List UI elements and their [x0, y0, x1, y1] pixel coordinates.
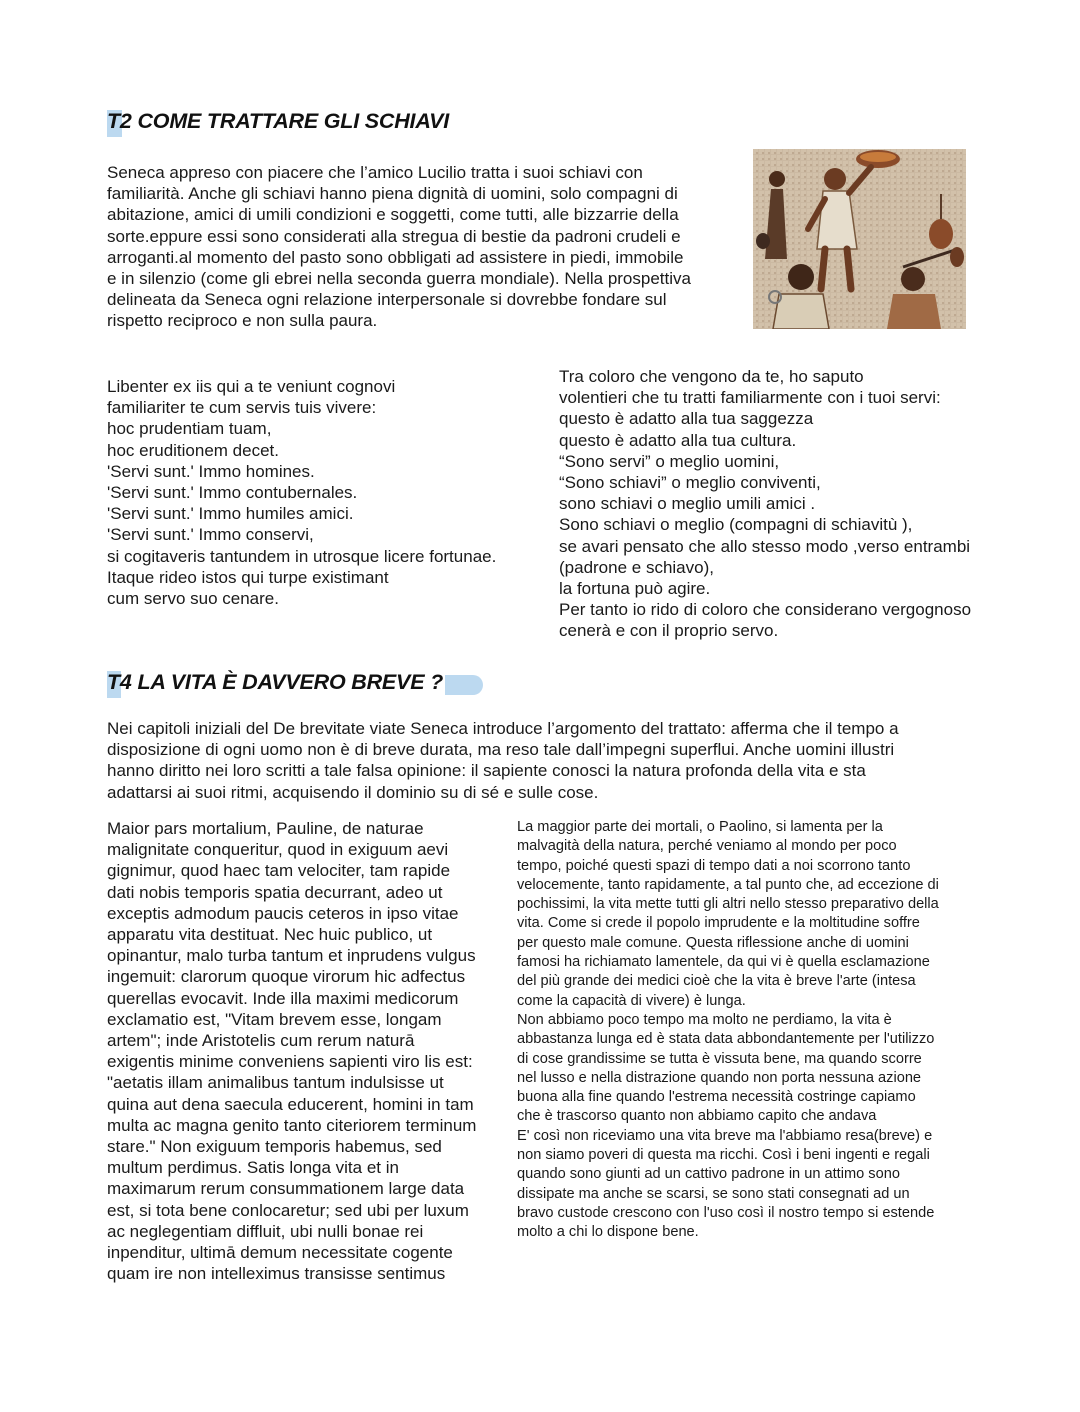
text-line: inpenditur, ultimā demum necessitate cogente [107, 1243, 453, 1263]
text-line: dissipate ma anche se scarsi, se sono stati consegnati ad un [517, 1185, 910, 1202]
text-line: Maior pars mortalium, Pauline, de naturae [107, 819, 424, 838]
text-line: se avari pensato che allo stesso modo ,verso entrambi [559, 536, 971, 556]
t2-intro-paragraph [107, 162, 691, 332]
text-line: hoc eruditionem decet. [107, 440, 279, 460]
text-line: molto a chi lo dispone bene. [517, 1224, 699, 1241]
text-line: volentieri che tu tratti familiarmente con i tuoi servi: [559, 388, 941, 408]
text-line: abbastanza lunga ed è stata data abbondantemente per l'utilizzo [517, 1031, 935, 1048]
text-line: delineata da Seneca ogni relazione interpersonale si dovrebbe fondare sul [107, 290, 667, 310]
text-line: vita. Come si crede il popolo imprudente e la moltitudine soffre [517, 915, 920, 932]
text-line: questo è adatto alla tua cultura. [559, 430, 797, 450]
text-line: che è trascorso quanto non abbiamo capito che andava [517, 1108, 877, 1125]
text-line: velocemente, tanto rapidamente, a tal punto che, ad eccezione di [517, 876, 939, 893]
text-line: dati nobis temporis spatia decurrant, adeo ut [107, 882, 443, 902]
text-line: cenerà e con il proprio servo. [559, 621, 779, 641]
t4-latin-text [107, 818, 476, 1284]
text-line: Libenter ex iis qui a te veniunt cognovi [107, 377, 396, 396]
text-line: Tra coloro che vengono da te, ho saputo [559, 367, 864, 386]
text-line: Sono schiavi o meglio (compagni di schiavitù ), [559, 515, 913, 535]
text-line: del più grande dei medici cioè che la vita è breve l'arte (intesa [517, 973, 916, 990]
text-line: quina aut dena saecula educerent, homini in tam [107, 1094, 474, 1114]
t2-italian-translation [559, 366, 971, 642]
text-line: (padrone e schiavo), [559, 557, 714, 577]
text-line: Nei capitoli iniziali del De brevitate viate Seneca introduce l’argomento del trattato: afferma che il tempo a [107, 719, 899, 738]
text-line: multa ac magna genito tanto citeriorem terminum [107, 1115, 477, 1135]
text-line: exceptis admodum paucis ceteros in ipso vitae [107, 903, 459, 923]
text-line: familiariter te cum servis tuis vivere: [107, 398, 377, 418]
text-line: pochissimi, la vita mette tutti gli altri nello stesso preparativo della [517, 896, 939, 913]
text-line: ac neglegentiam diffluit, ubi nulli bonae rei [107, 1221, 424, 1241]
text-line: sono schiavi o meglio umili amici . [559, 494, 816, 514]
text-line: cum servo suo cenare. [107, 589, 279, 609]
text-line: Non abbiamo poco tempo ma molto ne perdiamo, la vita è [517, 1011, 892, 1028]
text-line: come la capacità di vivere) è lunga. [517, 992, 746, 1009]
text-line: 'Servi sunt.' Immo humiles amici. [107, 504, 354, 524]
text-line: malvagità della natura, perché veniamo al mondo per poco [517, 838, 897, 855]
text-line: questo è adatto alla tua saggezza [559, 409, 814, 429]
text-line: quam ire non intelleximus transisse sentimus [107, 1264, 446, 1284]
text-line: rispetto reciproco e non sulla paura. [107, 311, 378, 331]
roman-mosaic-image [753, 149, 966, 329]
t4-italian-translation [517, 818, 939, 1243]
text-line: hanno diritto nei loro scritti a tale falsa opinione: il sapiente conosci la natura profonda della vita e sta [107, 761, 866, 781]
text-line: familiarità. Anche gli schiavi hanno piena dignità di uomini, solo compagni di [107, 184, 678, 204]
text-line: e in silenzio (come gli ebrei nella seconda guerra mondiale). Nella prospettiva [107, 269, 691, 289]
text-line: la fortuna può agire. [559, 579, 711, 599]
text-line: Seneca appreso con piacere che l’amico Lucilio tratta i suoi schiavi con [107, 163, 643, 182]
text-line: arroganti.al momento del pasto sono obbligati ad assistere in piedi, immobile [107, 247, 684, 267]
text-line: Per tanto io rido di coloro che considerano vergognoso [559, 600, 972, 620]
text-line: 'Servi sunt.' Immo contubernales. [107, 483, 358, 503]
section-title-t2: T2 COME TRATTARE GLI SCHIAVI [107, 109, 449, 134]
text-line: querellas evocavit. Inde illa maximi medicorum [107, 988, 459, 1008]
text-line: adattarsi ai suoi ritmi, acquisendo il dominio su di sé e sulle cose. [107, 782, 599, 802]
text-line: bravo custode crescono con l'uso così il nostro tempo si estende [517, 1204, 935, 1221]
text-line: di cose grandissime se tutta è vissuta bene, ma quando scorre [517, 1050, 922, 1067]
text-line: quando sono giunti ad un cattivo padrone in un attimo sono [517, 1166, 900, 1183]
text-line: “Sono schiavi” o meglio conviventi, [559, 473, 821, 493]
text-line: gignimur, quod haec tam velociter, tam rapide [107, 861, 451, 881]
text-line: Itaque rideo istos qui turpe existimant [107, 567, 389, 587]
section-title-t4: T4 LA VITA È DAVVERO BREVE ? [107, 670, 443, 695]
text-line: exclamatio est, "Vitam brevem esse, longam [107, 1009, 442, 1029]
text-line: “Sono servi” o meglio uomini, [559, 451, 780, 471]
text-line: disposizione di ogni uomo non è di breve durata, ma reso tale dall’impegni superflui. Anche uomini illustri [107, 740, 895, 760]
text-line: 'Servi sunt.' Immo conservi, [107, 525, 314, 545]
text-line: sorte.eppure essi sono considerati alla stregua di bestie da padroni crudeli e [107, 226, 681, 246]
text-line: stare." Non exiguum temporis habemus, sed [107, 1137, 442, 1157]
text-line: artem"; inde Aristotelis cum rerum naturā [107, 1031, 415, 1051]
text-line: si cogitaveris tantundem in utrosque licere fortunae. [107, 546, 497, 566]
text-line: E' così non riceviamo una vita breve ma l'abbiamo resa(breve) e [517, 1127, 933, 1144]
text-line: tempo, poiché questi spazi di tempo dati a noi scorrono tanto [517, 857, 911, 874]
text-line: "aetatis illam animalibus tantum indulsisse ut [107, 1073, 444, 1093]
t4-intro-paragraph [107, 718, 899, 803]
text-line: malignitate conqueritur, quod in exiguum aevi [107, 840, 449, 860]
text-line: per questo male comune. Questa riflessione anche di uomini [517, 934, 909, 951]
text-line: exigentis minime conveniens sapienti viro lis est: [107, 1052, 473, 1072]
text-line: La maggior parte dei mortali, o Paolino, si lamenta per la [517, 819, 883, 835]
text-line: apparatu vita destituat. Nec huic publico, ut [107, 925, 433, 945]
text-line: maximarum rerum consummationem large data [107, 1179, 465, 1199]
text-line: 'Servi sunt.' Immo homines. [107, 461, 315, 481]
text-line: buona alla fine quando l'estrema necessità costringe capiamo [517, 1089, 916, 1106]
text-line: ingemuit: clarorum quoque virorum hic adfectus [107, 967, 466, 987]
text-line: famosi ha richiamato lamentele, da qui vi è quella esclamazione [517, 954, 930, 971]
text-line: opinantur, malo turba tantum et inprudens vulgus [107, 946, 476, 966]
text-line: abitazione, amici di umili condizioni e soggetti, come tutti, alle bizzarrie della [107, 205, 679, 225]
text-line: est, si tota bene conlocaretur; sed ubi per luxum [107, 1200, 469, 1220]
t2-latin-text [107, 376, 496, 609]
text-line: multum perdimus. Satis longa vita et in [107, 1158, 399, 1178]
text-line: non siamo poveri di questa ma ricchi. Così i beni ingenti e regali [517, 1147, 930, 1164]
text-line: hoc prudentiam tuam, [107, 419, 272, 439]
text-line: nel lusso e nella distrazione quando non porta nessuna azione [517, 1069, 922, 1086]
